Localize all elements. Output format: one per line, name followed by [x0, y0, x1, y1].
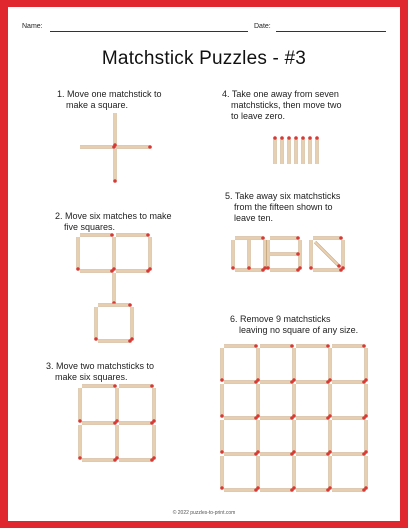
puzzle-1-line-1: 1. Move one matchstick to	[57, 89, 162, 99]
puzzle-4-match	[301, 136, 305, 164]
puzzle-6-match	[224, 380, 258, 384]
puzzle-3-match	[78, 388, 82, 423]
puzzle-2-match	[112, 273, 116, 305]
puzzle-2-match	[130, 307, 134, 341]
puzzle-6-match	[292, 420, 296, 454]
puzzle-2-match	[148, 237, 152, 271]
puzzle-5-line-3: leave ten.	[234, 213, 274, 223]
puzzle-2-match	[98, 303, 132, 307]
puzzle-5-match	[313, 236, 343, 240]
puzzle-2-line-2: five squares.	[64, 222, 116, 232]
puzzle-3-match	[82, 384, 117, 388]
puzzle-6-match	[260, 344, 294, 348]
puzzle-6-match	[328, 456, 332, 490]
puzzle-6-match	[296, 416, 330, 420]
puzzle-6-match	[296, 488, 330, 492]
puzzle-3-match	[82, 421, 117, 425]
puzzle-6-match	[256, 348, 260, 382]
puzzle-6-match	[292, 456, 296, 490]
puzzle-6-match	[260, 416, 294, 420]
puzzle-3-match	[82, 458, 117, 462]
puzzle-6-match	[328, 384, 332, 418]
name-label: Name:	[22, 23, 43, 30]
puzzle-6-match	[256, 420, 260, 454]
puzzle-3-match	[115, 425, 119, 460]
puzzle-5-match	[270, 252, 300, 256]
puzzle-4-match	[294, 136, 298, 164]
puzzle-1-match	[116, 145, 152, 149]
puzzle-6-match	[296, 344, 330, 348]
puzzle-6-match	[224, 488, 258, 492]
puzzle-2-match	[116, 269, 150, 273]
puzzle-6-match	[332, 488, 366, 492]
puzzle-1-match	[80, 145, 116, 149]
puzzle-3-line-1: 3. Move two matchsticks to	[46, 361, 155, 371]
puzzle-6-match	[220, 384, 224, 418]
puzzle-2-match	[94, 307, 98, 341]
puzzle-6-match	[224, 416, 258, 420]
puzzle-6-line-1: 6. Remove 9 matchsticks	[230, 314, 331, 324]
puzzle-3-match	[119, 384, 154, 388]
puzzle-1-match	[113, 113, 117, 147]
puzzle-6-match	[256, 384, 260, 418]
puzzle-4-match	[280, 136, 284, 164]
puzzle-3-match	[115, 388, 119, 423]
puzzle-3-line-2: make six squares.	[55, 372, 128, 382]
puzzle-6-match	[364, 384, 368, 418]
puzzle-5-match	[270, 268, 300, 272]
puzzle-6-match	[256, 456, 260, 490]
puzzle-1-line-2: make a square.	[66, 100, 129, 110]
puzzle-3-match	[78, 425, 82, 460]
puzzle-5-match	[263, 240, 267, 270]
puzzle-1-match	[113, 149, 117, 183]
puzzle-6-match	[220, 420, 224, 454]
puzzle-5-match	[247, 240, 251, 270]
date-label: Date:	[254, 23, 271, 30]
matchstick-figures	[8, 7, 400, 521]
puzzle-5-line-1: 5. Take away six matchsticks	[225, 191, 341, 201]
puzzle-6-match	[224, 452, 258, 456]
worksheet	[8, 7, 400, 521]
puzzle-6-match	[260, 452, 294, 456]
puzzle-6-match	[292, 348, 296, 382]
page-title: Matchstick Puzzles - #3	[101, 48, 307, 69]
puzzle-6-match	[260, 380, 294, 384]
puzzle-2-match	[76, 237, 80, 271]
puzzle-6-match	[364, 348, 368, 382]
puzzle-2-match	[112, 237, 116, 271]
puzzle-6-match	[220, 456, 224, 490]
puzzle-3-match	[152, 388, 156, 423]
puzzle-5-match	[231, 240, 235, 270]
puzzle-6-match	[332, 416, 366, 420]
puzzle-6-match	[332, 452, 366, 456]
puzzle-4-line-3: to leave zero.	[231, 111, 286, 121]
puzzle-6-match	[332, 380, 366, 384]
puzzle-4-line-2: matchsticks, then move two	[231, 100, 342, 110]
puzzle-5-match	[270, 236, 300, 240]
puzzle-2-match	[80, 269, 114, 273]
puzzle-6-line-2: leaving no square of any size.	[239, 325, 359, 335]
puzzle-4-line-1: 4. Take one away from seven	[222, 89, 339, 99]
puzzle-6-match	[328, 348, 332, 382]
puzzle-2-match	[98, 339, 132, 343]
puzzle-5-match	[235, 236, 265, 240]
puzzle-4-match	[308, 136, 312, 164]
puzzle-5-match	[266, 240, 270, 270]
puzzle-6-match	[260, 488, 294, 492]
puzzle-2-match	[116, 233, 150, 237]
footer-copyright: © 2022 puzzles-to-print.com	[172, 510, 236, 516]
puzzle-6-match	[332, 344, 366, 348]
puzzle-6-match	[296, 380, 330, 384]
puzzle-4-match	[273, 136, 277, 164]
puzzle-6-match	[364, 420, 368, 454]
puzzle-5-match	[313, 268, 343, 272]
puzzle-2-match	[80, 233, 114, 237]
puzzle-3-match	[119, 458, 154, 462]
puzzle-6-match	[292, 384, 296, 418]
puzzle-6-match	[296, 452, 330, 456]
puzzle-4-match	[287, 136, 291, 164]
puzzle-2-line-1: 2. Move six matches to make	[55, 211, 172, 221]
puzzle-3-match	[152, 425, 156, 460]
puzzle-6-match	[220, 348, 224, 382]
puzzle-4-match	[315, 136, 319, 164]
puzzle-5-match	[341, 240, 345, 270]
puzzle-5-match	[309, 240, 313, 270]
puzzle-5-match	[315, 242, 341, 268]
puzzle-3-match	[119, 421, 154, 425]
puzzle-6-match	[224, 344, 258, 348]
puzzle-6-match	[364, 456, 368, 490]
puzzle-5-line-2: from the fifteen shown to	[234, 202, 333, 212]
puzzle-6-match	[328, 420, 332, 454]
